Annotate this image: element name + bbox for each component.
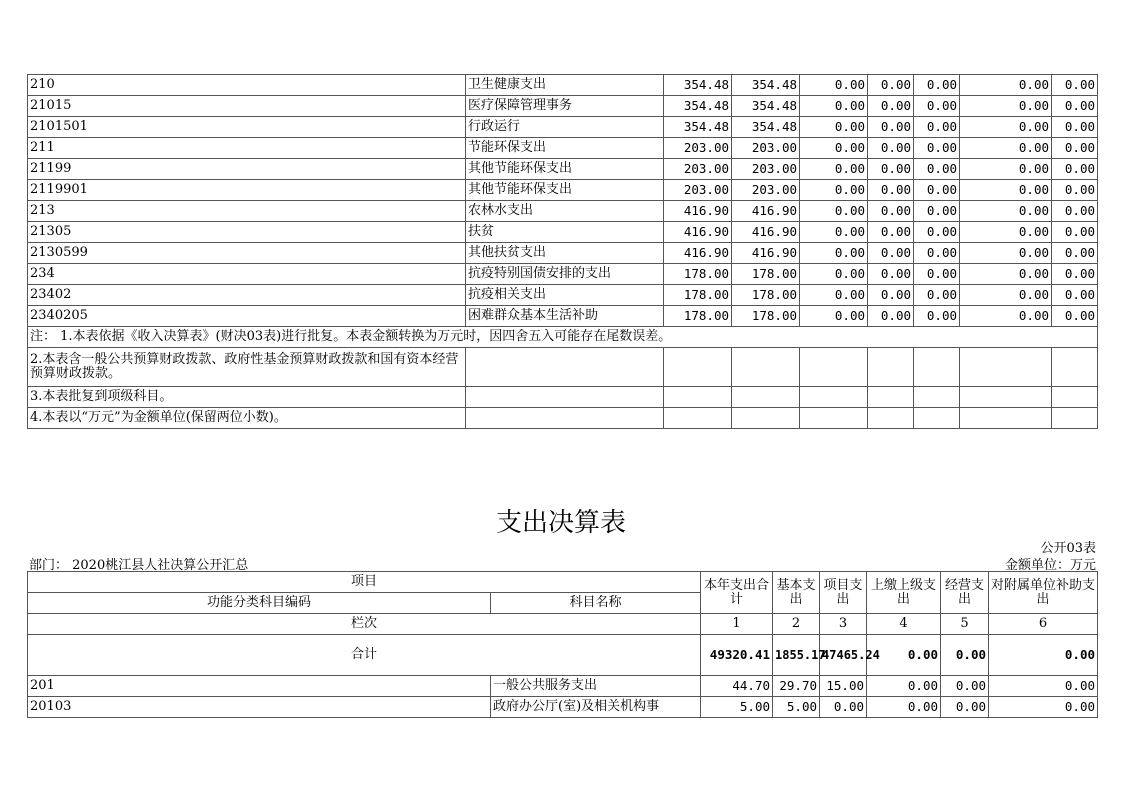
index-cell: 1: [701, 614, 773, 635]
table-row: [28, 264, 1098, 285]
table-row: [28, 243, 1098, 264]
name-cell: 节能环保支出: [466, 138, 664, 159]
header-index-label: 栏次: [28, 614, 701, 635]
name-cell: 政府办公厅(室)及相关机构事: [491, 697, 701, 718]
upper-expenditure-table: [27, 74, 1098, 429]
amount-cell: 0.00: [960, 96, 1052, 117]
empty-cell: [732, 408, 800, 429]
amount-cell: 0.00: [960, 243, 1052, 264]
total-value: 0.00: [867, 635, 941, 676]
amount-cell: 354.48: [664, 96, 732, 117]
amount-cell: 0.00: [1052, 201, 1098, 222]
empty-cell: [800, 387, 868, 408]
empty-cell: [466, 348, 664, 387]
amount-cell: 0.00: [868, 222, 914, 243]
amount-cell: 44.70: [701, 676, 773, 697]
empty-cell: [914, 387, 960, 408]
amount-cell: 203.00: [732, 138, 800, 159]
amount-cell: 0.00: [868, 243, 914, 264]
name-cell: 抗疫特别国债安排的支出: [466, 264, 664, 285]
total-value: 0.00: [941, 635, 989, 676]
form-number: 公开03表: [1040, 541, 1096, 556]
amount-cell: 0.00: [960, 159, 1052, 180]
amount-cell: 203.00: [732, 180, 800, 201]
amount-cell: 416.90: [664, 222, 732, 243]
amount-cell: 0.00: [1052, 117, 1098, 138]
code-cell: 21199: [28, 159, 466, 180]
header-basic: 基本支出: [773, 572, 820, 614]
amount-cell: 0.00: [1052, 75, 1098, 96]
amount-cell: 0.00: [800, 138, 868, 159]
empty-cell: [1052, 408, 1098, 429]
amount-cell: 0.00: [914, 201, 960, 222]
amount-cell: 0.00: [941, 676, 989, 697]
table-row: [28, 676, 1098, 697]
amount-cell: 0.00: [868, 138, 914, 159]
amount-cell: 178.00: [732, 285, 800, 306]
amount-cell: 0.00: [960, 75, 1052, 96]
table-row: [28, 117, 1098, 138]
amount-cell: 0.00: [868, 264, 914, 285]
name-cell: 一般公共服务支出: [491, 676, 701, 697]
amount-cell: 0.00: [1052, 264, 1098, 285]
table-row: [28, 201, 1098, 222]
amount-cell: 0.00: [914, 243, 960, 264]
empty-cell: [466, 387, 664, 408]
header-project-exp: 项目支出: [820, 572, 867, 614]
amount-unit: 金额单位：万元: [1004, 558, 1096, 573]
amount-cell: 0.00: [941, 697, 989, 718]
amount-cell: 0.00: [800, 243, 868, 264]
amount-cell: 0.00: [914, 159, 960, 180]
amount-cell: 0.00: [960, 201, 1052, 222]
empty-cell: [914, 408, 960, 429]
total-value: 1855.17: [773, 635, 820, 676]
name-cell: 其他节能环保支出: [466, 180, 664, 201]
amount-cell: 354.48: [732, 96, 800, 117]
amount-cell: 416.90: [732, 201, 800, 222]
amount-cell: 0.00: [989, 697, 1098, 718]
empty-cell: [800, 408, 868, 429]
total-value: 0.00: [989, 635, 1098, 676]
total-value: 47465.24: [820, 635, 867, 676]
amount-cell: 354.48: [732, 117, 800, 138]
table-row: [28, 285, 1098, 306]
code-cell: 213: [28, 201, 466, 222]
note-text: 3.本表批复到项级科目。: [28, 387, 466, 408]
amount-cell: 0.00: [800, 264, 868, 285]
table-row: [28, 306, 1098, 327]
amount-cell: 0.00: [1052, 306, 1098, 327]
amount-cell: 416.90: [664, 243, 732, 264]
amount-cell: 0.00: [800, 306, 868, 327]
name-cell: 抗疫相关支出: [466, 285, 664, 306]
amount-cell: 0.00: [1052, 159, 1098, 180]
name-cell: 行政运行: [466, 117, 664, 138]
amount-cell: 0.00: [867, 676, 941, 697]
amount-cell: 178.00: [664, 306, 732, 327]
amount-cell: 203.00: [664, 138, 732, 159]
note-text: 2.本表含一般公共预算财政拨款、政府性基金预算财政拨款和国有资本经营预算财政拨款。: [28, 348, 466, 387]
code-cell: 23402: [28, 285, 466, 306]
name-cell: 农林水支出: [466, 201, 664, 222]
empty-cell: [960, 408, 1052, 429]
code-cell: 201: [28, 676, 491, 697]
amount-cell: 0.00: [914, 264, 960, 285]
amount-cell: 0.00: [868, 117, 914, 138]
amount-cell: 0.00: [960, 285, 1052, 306]
amount-cell: 0.00: [868, 201, 914, 222]
amount-cell: 0.00: [1052, 96, 1098, 117]
name-cell: 扶贫: [466, 222, 664, 243]
total-label: 合计: [28, 635, 701, 676]
note-row: [28, 327, 1098, 348]
index-cell: 3: [820, 614, 867, 635]
amount-cell: 0.00: [960, 138, 1052, 159]
amount-cell: 0.00: [960, 222, 1052, 243]
amount-cell: 0.00: [914, 306, 960, 327]
amount-cell: 0.00: [914, 75, 960, 96]
amount-cell: 0.00: [868, 285, 914, 306]
amount-cell: 0.00: [800, 96, 868, 117]
amount-cell: 203.00: [732, 159, 800, 180]
header-subsidy: 对附属单位补助支出: [989, 572, 1098, 614]
amount-cell: 15.00: [820, 676, 867, 697]
amount-cell: 0.00: [960, 117, 1052, 138]
amount-cell: 0.00: [1052, 243, 1098, 264]
amount-cell: 0.00: [914, 180, 960, 201]
note-row: [28, 408, 1098, 429]
total-value: 49320.41: [701, 635, 773, 676]
amount-cell: 0.00: [868, 159, 914, 180]
empty-cell: [1052, 387, 1098, 408]
amount-cell: 0.00: [960, 180, 1052, 201]
table-row: [28, 159, 1098, 180]
amount-cell: 0.00: [989, 676, 1098, 697]
header-upper: 上缴上级支出: [867, 572, 941, 614]
amount-cell: 5.00: [773, 697, 820, 718]
amount-cell: 0.00: [800, 285, 868, 306]
empty-cell: [664, 348, 732, 387]
amount-cell: 0.00: [1052, 285, 1098, 306]
empty-cell: [732, 348, 800, 387]
empty-cell: [664, 387, 732, 408]
amount-cell: 0.00: [1052, 138, 1098, 159]
amount-cell: 0.00: [960, 306, 1052, 327]
code-cell: 211: [28, 138, 466, 159]
expenditure-table: [27, 571, 1098, 718]
code-cell: 2130599: [28, 243, 466, 264]
index-cell: 4: [867, 614, 941, 635]
empty-cell: [664, 408, 732, 429]
amount-cell: 203.00: [664, 159, 732, 180]
amount-cell: 178.00: [664, 264, 732, 285]
amount-cell: 178.00: [732, 306, 800, 327]
amount-cell: 0.00: [868, 75, 914, 96]
amount-cell: 0.00: [800, 201, 868, 222]
note-row: [28, 387, 1098, 408]
amount-cell: 0.00: [1052, 222, 1098, 243]
code-cell: 2119901: [28, 180, 466, 201]
table-row: [28, 75, 1098, 96]
department-label: 部门： 2020桃江县人社决算公开汇总: [29, 558, 249, 573]
table-row: [28, 222, 1098, 243]
header-code: 功能分类科目编码: [28, 593, 491, 614]
amount-cell: 0.00: [800, 117, 868, 138]
header-project: 项目: [28, 572, 701, 593]
code-cell: 2101501: [28, 117, 466, 138]
index-cell: 5: [941, 614, 989, 635]
amount-cell: 0.00: [868, 180, 914, 201]
amount-cell: 416.90: [732, 243, 800, 264]
amount-cell: 0.00: [820, 697, 867, 718]
amount-cell: 354.48: [732, 75, 800, 96]
name-cell: 其他节能环保支出: [466, 159, 664, 180]
empty-cell: [914, 348, 960, 387]
amount-cell: 0.00: [867, 697, 941, 718]
amount-cell: 0.00: [960, 264, 1052, 285]
code-cell: 210: [28, 75, 466, 96]
amount-cell: 0.00: [868, 306, 914, 327]
index-cell: 2: [773, 614, 820, 635]
name-cell: 卫生健康支出: [466, 75, 664, 96]
code-cell: 21305: [28, 222, 466, 243]
amount-cell: 0.00: [800, 222, 868, 243]
empty-cell: [960, 348, 1052, 387]
note-text: 注： 1.本表依据《收入决算表》(财决03表)进行批复。本表金额转换为万元时，因四舍五入可能存在尾数误差。: [28, 327, 1098, 348]
amount-cell: 0.00: [1052, 180, 1098, 201]
amount-cell: 0.00: [800, 159, 868, 180]
name-cell: 其他扶贫支出: [466, 243, 664, 264]
header-name: 科目名称: [491, 593, 701, 614]
note-row: [28, 348, 1098, 387]
empty-cell: [960, 387, 1052, 408]
amount-cell: 0.00: [800, 180, 868, 201]
name-cell: 困难群众基本生活补助: [466, 306, 664, 327]
header-business: 经营支出: [941, 572, 989, 614]
empty-cell: [732, 387, 800, 408]
amount-cell: 0.00: [868, 96, 914, 117]
amount-cell: 0.00: [914, 117, 960, 138]
amount-cell: 0.00: [800, 75, 868, 96]
amount-cell: 354.48: [664, 75, 732, 96]
amount-cell: 178.00: [664, 285, 732, 306]
amount-cell: 29.70: [773, 676, 820, 697]
code-cell: 2340205: [28, 306, 466, 327]
table-row: [28, 96, 1098, 117]
empty-cell: [868, 408, 914, 429]
table-row: [28, 138, 1098, 159]
amount-cell: 0.00: [914, 222, 960, 243]
table-row: [28, 180, 1098, 201]
page-title: 支出决算表: [495, 508, 626, 538]
empty-cell: [1052, 348, 1098, 387]
empty-cell: [868, 387, 914, 408]
amount-cell: 416.90: [732, 222, 800, 243]
amount-cell: 5.00: [701, 697, 773, 718]
header-total: 本年支出合计: [701, 572, 773, 614]
empty-cell: [868, 348, 914, 387]
amount-cell: 178.00: [732, 264, 800, 285]
amount-cell: 0.00: [914, 285, 960, 306]
empty-cell: [800, 348, 868, 387]
name-cell: 医疗保障管理事务: [466, 96, 664, 117]
empty-cell: [466, 408, 664, 429]
code-cell: 234: [28, 264, 466, 285]
code-cell: 21015: [28, 96, 466, 117]
amount-cell: 0.00: [914, 96, 960, 117]
index-cell: 6: [989, 614, 1098, 635]
amount-cell: 203.00: [664, 180, 732, 201]
note-text: 4.本表以“万元”为金额单位(保留两位小数)。: [28, 408, 466, 429]
table-row: [28, 697, 1098, 718]
amount-cell: 416.90: [664, 201, 732, 222]
amount-cell: 354.48: [664, 117, 732, 138]
amount-cell: 0.00: [914, 138, 960, 159]
code-cell: 20103: [28, 697, 491, 718]
